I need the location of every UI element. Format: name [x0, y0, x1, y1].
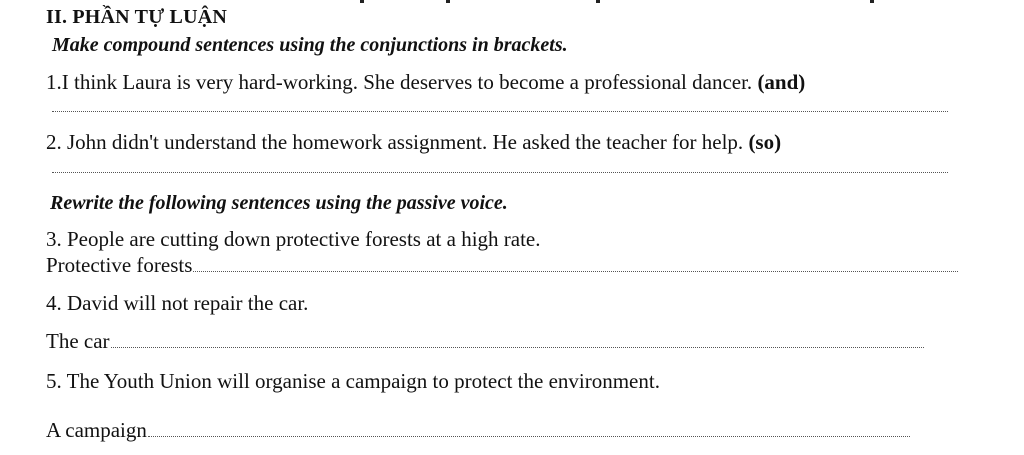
question-5: 5. The Youth Union will organise a campaign to protect the environment.	[46, 369, 660, 393]
question-2-conjunction: (so)	[748, 130, 782, 154]
answer-5-prompt: A campaign	[46, 418, 147, 442]
answer-line-2[interactable]	[52, 172, 948, 173]
question-2	[46, 130, 781, 154]
answer-4-prompt: The car	[46, 329, 110, 353]
answer-3-prompt: Protective forests	[46, 253, 193, 277]
question-2-text: 2. John didn't understand the homework assignment. He asked the teacher for help.	[46, 130, 744, 154]
answer-row-3	[46, 253, 958, 277]
cropped-previous-line	[0, 0, 1024, 4]
question-1-text: 1.I think Laura is very hard-working. She deserves to become a professional dancer.	[46, 70, 753, 94]
question-1	[46, 70, 805, 94]
answer-line-5[interactable]	[148, 418, 910, 437]
question-3: 3. People are cutting down protective forests at a high rate.	[46, 227, 541, 251]
question-1-conjunction: (and)	[757, 70, 806, 94]
answer-row-5	[46, 418, 910, 442]
answer-line-1[interactable]	[52, 111, 948, 112]
answer-line-4[interactable]	[111, 329, 924, 348]
answer-row-4	[46, 329, 924, 353]
part1-instruction: Make compound sentences using the conjunctions in brackets.	[52, 34, 568, 56]
part2-instruction: Rewrite the following sentences using the passive voice.	[50, 192, 508, 214]
section-heading: II. PHẦN TỰ LUẬN	[46, 6, 227, 28]
question-4: 4. David will not repair the car.	[46, 291, 309, 315]
answer-line-3[interactable]	[193, 253, 958, 272]
